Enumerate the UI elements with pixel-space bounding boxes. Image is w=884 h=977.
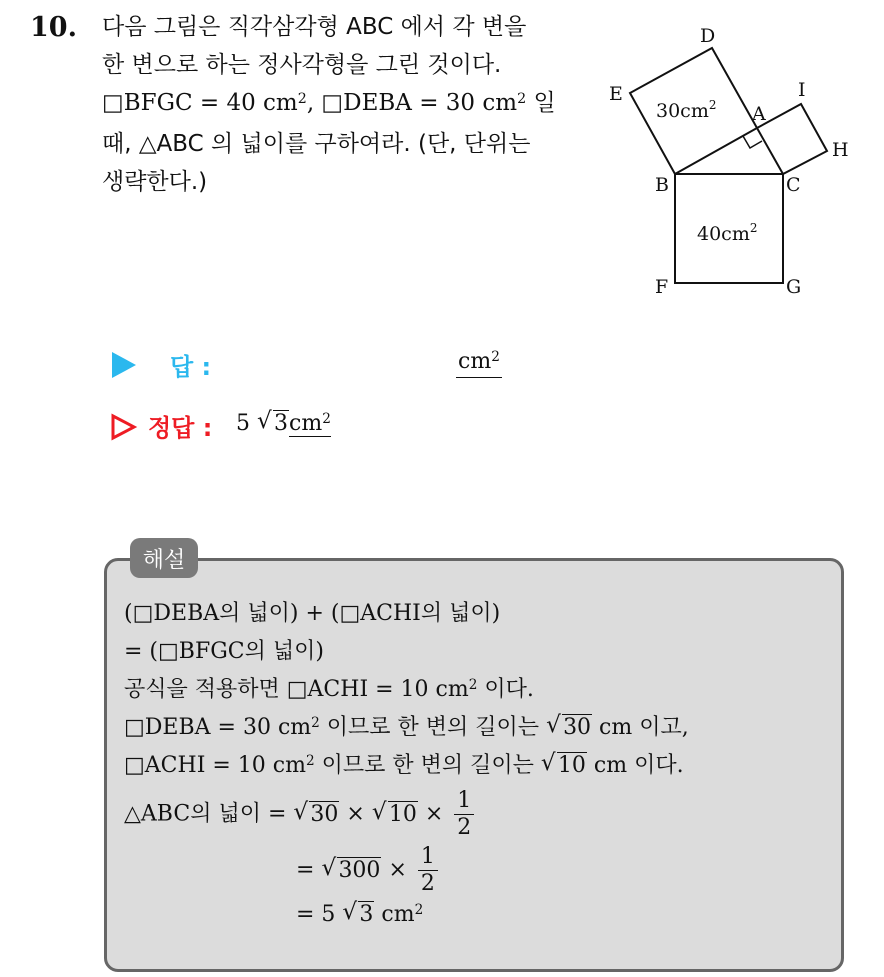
- superscript: 2: [311, 715, 320, 732]
- times-sign: ×: [346, 801, 365, 827]
- label-b: B: [655, 174, 669, 196]
- answer-unit-text: cm: [458, 349, 492, 374]
- fraction-denominator: 2: [420, 871, 435, 896]
- radicand: 30: [310, 801, 339, 827]
- times-sign: ×: [388, 857, 407, 883]
- label-h: H: [832, 139, 849, 161]
- superscript: 2: [305, 753, 315, 770]
- area-bottom-value: 40cm: [697, 223, 750, 245]
- correct-unit: [289, 411, 331, 437]
- explanation-line-4a: □DEBA = 30 cm: [124, 715, 312, 740]
- explanation-line-8-unit: cm: [374, 902, 415, 927]
- question-text: [102, 8, 580, 201]
- superscript: 2: [517, 90, 527, 107]
- answer-unit: [456, 349, 502, 378]
- right-angle-mark: [743, 136, 762, 148]
- explanation-line-8: [296, 899, 424, 927]
- sqrt-expression: √ 10: [540, 750, 586, 778]
- explanation-tag: 해설: [130, 538, 198, 578]
- explanation-line-2: = (□BFGC의 넓이): [124, 639, 324, 664]
- superscript: 2: [297, 90, 307, 107]
- fraction-numerator: 1: [454, 788, 474, 815]
- area-top-value: 30cm: [656, 100, 709, 122]
- question-line-2: 한 변으로 하는 정사각형을 그린 것이다.: [102, 52, 502, 78]
- area-label-top: [656, 98, 716, 122]
- superscript: 2: [468, 677, 478, 694]
- explanation-line-4c: cm 이고,: [592, 715, 689, 740]
- pythagoras-figure: [596, 14, 856, 304]
- explanation-line-6a: △ABC의 넓이 =: [124, 801, 294, 827]
- question-line-3b: , □DEBA = 30 cm: [306, 90, 518, 116]
- answer-arrow-icon: [112, 352, 136, 378]
- superscript: 2: [749, 221, 758, 235]
- radicand: 10: [388, 801, 417, 827]
- superscript: 2: [414, 902, 424, 919]
- correct-label: 정답 :: [148, 414, 213, 442]
- explanation-line-5c: cm 이다.: [586, 753, 684, 778]
- sqrt-expression: √ 3: [342, 899, 374, 927]
- question-line-4: 때, △ABC 의 넓이를 구하여라. (단, 단위는: [102, 131, 531, 157]
- correct-arrow-icon: [110, 413, 138, 441]
- fraction-numerator: 1: [418, 844, 438, 871]
- area-label-bottom: [697, 221, 757, 245]
- explanation-line-3a: 공식을 적용하면 □ACHI = 10 cm: [124, 677, 469, 702]
- label-d: D: [700, 25, 716, 47]
- explanation-line-1: (□DEBA의 넓이) + (□ACHI의 넓이): [124, 601, 501, 626]
- radicand: 10: [557, 753, 586, 778]
- sqrt-expression: √ 10: [371, 798, 417, 827]
- answer-label: 답 :: [170, 353, 212, 381]
- sqrt-expression: √ 30: [293, 798, 339, 827]
- question-line-3c: 일: [526, 90, 556, 116]
- explanation-line-4b: 이므로 한 변의 길이는: [319, 715, 547, 740]
- explanation-line-3b: 이다.: [477, 677, 534, 702]
- question-number: 10.: [30, 12, 77, 43]
- explanation-line-7a: =: [296, 857, 322, 883]
- question-line-5: 생략한다.): [102, 169, 208, 195]
- radicand: 300: [338, 857, 381, 883]
- explanation-line-4: [124, 710, 689, 741]
- explanation-line-7: [296, 844, 442, 897]
- superscript: 2: [491, 349, 500, 366]
- square-achi: [757, 104, 827, 174]
- correct-unit-text: cm: [289, 411, 323, 436]
- explanation-line-3: [124, 672, 534, 703]
- sqrt-expression: √ 300: [321, 854, 381, 883]
- label-a: A: [752, 103, 766, 125]
- label-g: G: [786, 276, 802, 298]
- explanation-line-5: [124, 748, 684, 779]
- question-line-1: 다음 그림은 직각삼각형 ABC 에서 각 변을: [102, 14, 527, 40]
- label-i: I: [798, 79, 806, 101]
- label-f: F: [655, 276, 669, 298]
- question-line-3: [102, 84, 580, 125]
- radicand: 30: [563, 715, 592, 740]
- fraction: [454, 788, 474, 841]
- superscript: 2: [322, 411, 331, 428]
- label-e: E: [609, 83, 623, 105]
- question-line-3a: □BFGC = 40 cm: [102, 90, 298, 116]
- correct-coef: 5: [236, 411, 250, 436]
- fraction-denominator: 2: [457, 815, 472, 840]
- radicand: 3: [359, 902, 374, 927]
- explanation-line-5b: 이므로 한 변의 길이는: [314, 753, 541, 778]
- correct-value: [236, 408, 331, 436]
- explanation-line-8a: = 5: [296, 902, 343, 927]
- fraction: [418, 844, 438, 897]
- sqrt-expression: √ 3: [257, 408, 288, 436]
- times-sign: ×: [424, 801, 444, 827]
- sqrt-expression: √ 30: [546, 712, 592, 740]
- label-c: C: [786, 174, 801, 196]
- explanation-line-6: [124, 788, 478, 841]
- superscript: 2: [708, 98, 717, 112]
- explanation-line-5a: □ACHI = 10 cm: [124, 753, 306, 778]
- radicand: 3: [274, 411, 288, 436]
